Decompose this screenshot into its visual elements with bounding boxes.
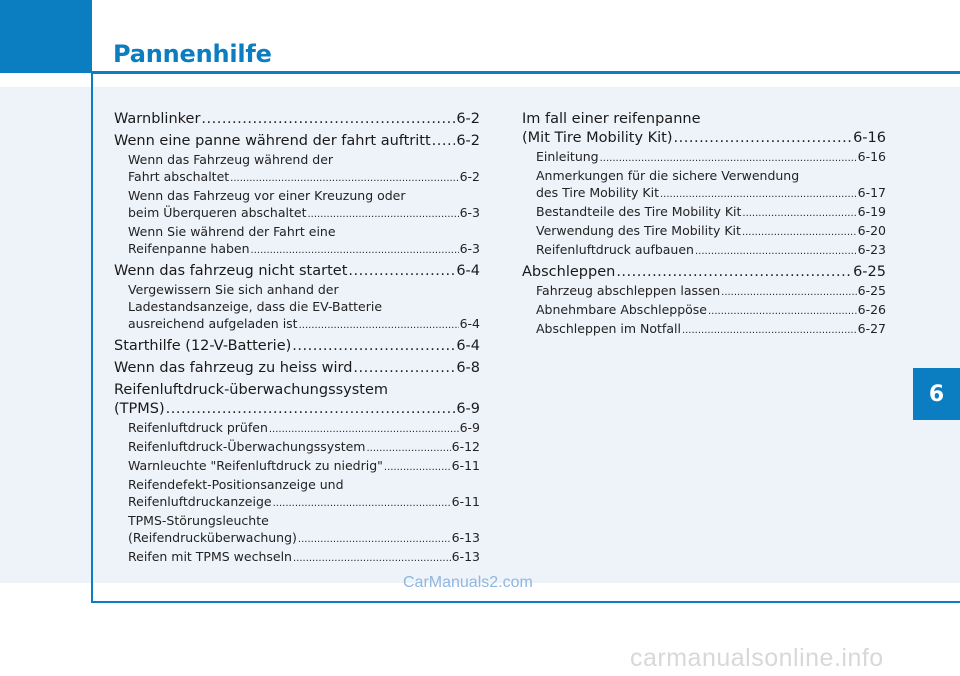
toc-subentry[interactable]: Wenn das Fahrzeug vor einer Kreuzung oder beim Überqueren abschaltet ..... 6-3 (114, 187, 480, 223)
toc-subentry[interactable]: Abschleppen im Notfall ..... 6-27 (522, 320, 886, 339)
toc-subentry[interactable]: Warnleuchte "Reifenluftdruck zu niedrig" ..... 6-11 (114, 457, 480, 476)
toc-subentry[interactable]: Bestandteile des Tire Mobility Kit ..... 6-19 (522, 203, 886, 222)
toc-subentry[interactable]: Reifenluftdruck-Überwachungssystem ..... 6-12 (114, 438, 480, 457)
toc-subentry[interactable]: TPMS-Störungsleuchte (Reifendrucküberwachung) ..... 6-13 (114, 512, 480, 548)
corner-block (0, 0, 92, 73)
footer-rule (93, 601, 960, 603)
toc-subentry[interactable]: Reifen mit TPMS wechseln ..... 6-13 (114, 548, 480, 567)
toc-entry[interactable]: Wenn das fahrzeug zu heiss wird ..... 6-8 (114, 359, 480, 378)
toc-entry[interactable]: Wenn eine panne während der fahrt auftritt ..... 6-2 (114, 132, 480, 151)
toc-right-column (522, 107, 886, 339)
toc-subentry[interactable]: Vergewissern Sie sich anhand der Ladestandsanzeige, dass die EV-Batterie ausreichend aufgeladen ist ..... 6-4 (114, 281, 480, 334)
toc-subentry[interactable]: Reifendefekt-Positionsanzeige und Reifenluftdruckanzeige ..... 6-11 (114, 476, 480, 512)
toc-subentry[interactable]: Reifenluftdruck aufbauen ..... 6-23 (522, 241, 886, 260)
toc-entry[interactable]: Wenn das fahrzeug nicht startet ..... 6-4 (114, 262, 480, 281)
margin-rule (91, 73, 93, 603)
header-rule (92, 71, 960, 74)
toc-subentry[interactable]: Wenn das Fahrzeug während der Fahrt abschaltet ..... 6-2 (114, 151, 480, 187)
toc-left-column (114, 107, 480, 567)
toc-entry[interactable]: Im fall einer reifenpanne (Mit Tire Mobility Kit) ..... 6-16 (522, 110, 886, 148)
toc-subentry[interactable]: Anmerkungen für die sichere Verwendung des Tire Mobility Kit ..... 6-17 (522, 167, 886, 203)
toc-entry[interactable]: Reifenluftdruck-überwachungssystem (TPMS) ..... 6-9 (114, 381, 480, 419)
watermark-text: CarManuals2.com (403, 574, 533, 591)
toc-subentry[interactable]: Abnehmbare Abschleppöse ..... 6-26 (522, 301, 886, 320)
toc-subentry[interactable]: Reifenluftdruck prüfen ..... 6-9 (114, 419, 480, 438)
toc-subentry[interactable]: Einleitung ..... 6-16 (522, 148, 886, 167)
toc-entry[interactable]: Starthilfe (12-V-Batterie) ..... 6-4 (114, 337, 480, 356)
chapter-tab-number: 6 (928, 381, 945, 407)
page-title: Pannenhilfe (113, 40, 272, 68)
toc-subentry[interactable]: Wenn Sie während der Fahrt eine Reifenpanne haben ..... 6-3 (114, 223, 480, 259)
toc-subentry[interactable]: Fahrzeug abschleppen lassen ..... 6-25 (522, 282, 886, 301)
chapter-tab[interactable] (913, 368, 960, 420)
toc-subentry[interactable]: Verwendung des Tire Mobility Kit ..... 6-20 (522, 222, 886, 241)
toc-entry[interactable]: Warnblinker ..... 6-2 (114, 110, 480, 129)
toc-entry[interactable]: Abschleppen ..... 6-25 (522, 263, 886, 282)
footer-url: carmanualsonline.info (630, 644, 884, 672)
